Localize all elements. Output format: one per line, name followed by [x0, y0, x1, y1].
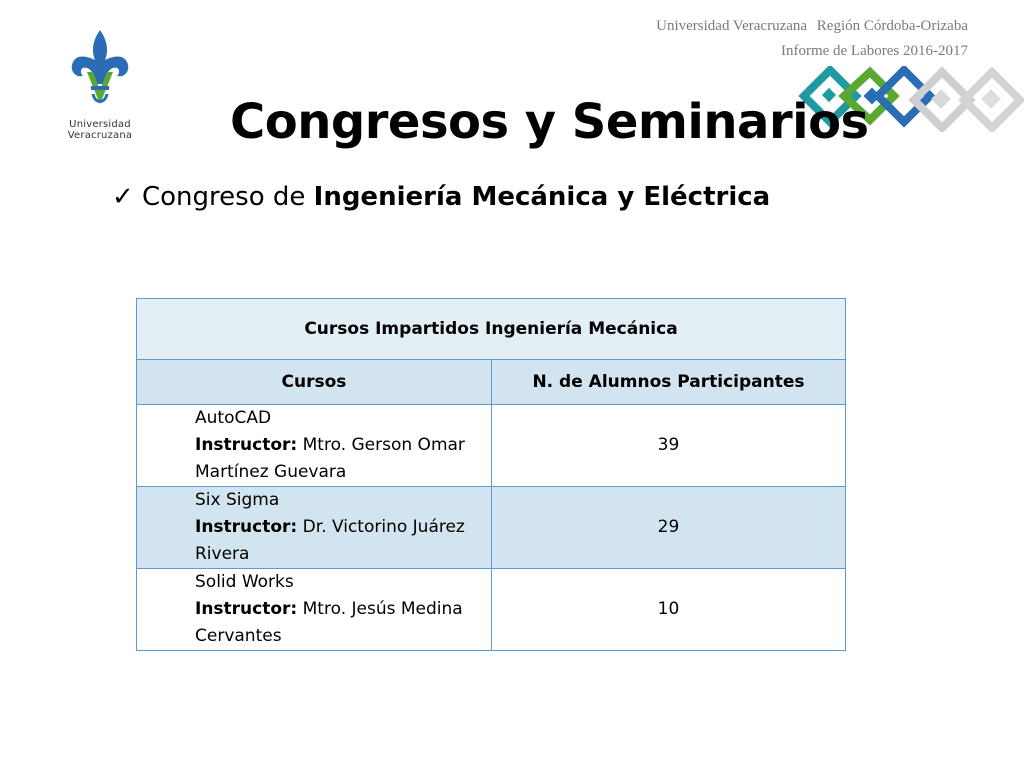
table-row	[137, 487, 846, 569]
course-cell	[137, 487, 492, 569]
instructor-label: Instructor:	[195, 599, 298, 619]
header-institution: Universidad Veracruzana	[656, 18, 808, 34]
instructor-name: Mtro. Gerson Omar Martínez Guevara	[195, 435, 465, 482]
header-report: Informe de Labores 2016-2017	[780, 43, 968, 59]
table-header-row	[137, 360, 846, 405]
instructor-label: Instructor:	[195, 517, 298, 537]
bullet-bold-text: Ingeniería Mecánica y Eléctrica	[313, 182, 771, 212]
courses-table	[136, 298, 846, 651]
course-name: Six Sigma	[195, 490, 280, 510]
course-name: Solid Works	[195, 572, 294, 592]
table-row	[137, 569, 846, 651]
course-name: AutoCAD	[195, 408, 272, 428]
uv-fleur-de-lis-logo	[65, 28, 135, 112]
header-region: Región Córdoba-Orizaba	[816, 18, 968, 34]
header-info	[656, 14, 968, 64]
bullet-prefix: Congreso de	[142, 182, 314, 212]
logo-name: Universidad Veracruzana	[67, 119, 133, 141]
instructor-label: Instructor:	[195, 435, 298, 455]
students-count: 29	[492, 487, 846, 569]
bullet-item	[112, 182, 770, 212]
students-count: 10	[492, 569, 846, 651]
table-row	[137, 405, 846, 487]
column-header-students: N. de Alumnos Participantes	[492, 360, 846, 405]
course-cell	[137, 569, 492, 651]
column-header-courses: Cursos	[137, 360, 492, 405]
instructor-name: Mtro. Jesús Medina Cervantes	[195, 599, 463, 646]
students-count: 39	[492, 405, 846, 487]
page-title: Congresos y Seminarios	[230, 94, 869, 150]
table-caption-row	[137, 299, 846, 360]
checkmark-icon: ✓	[112, 182, 134, 212]
university-logo	[40, 28, 160, 141]
course-cell	[137, 405, 492, 487]
table-caption: Cursos Impartidos Ingeniería Mecánica	[137, 299, 846, 360]
instructor-name: Dr. Victorino Juárez Rivera	[195, 517, 465, 564]
